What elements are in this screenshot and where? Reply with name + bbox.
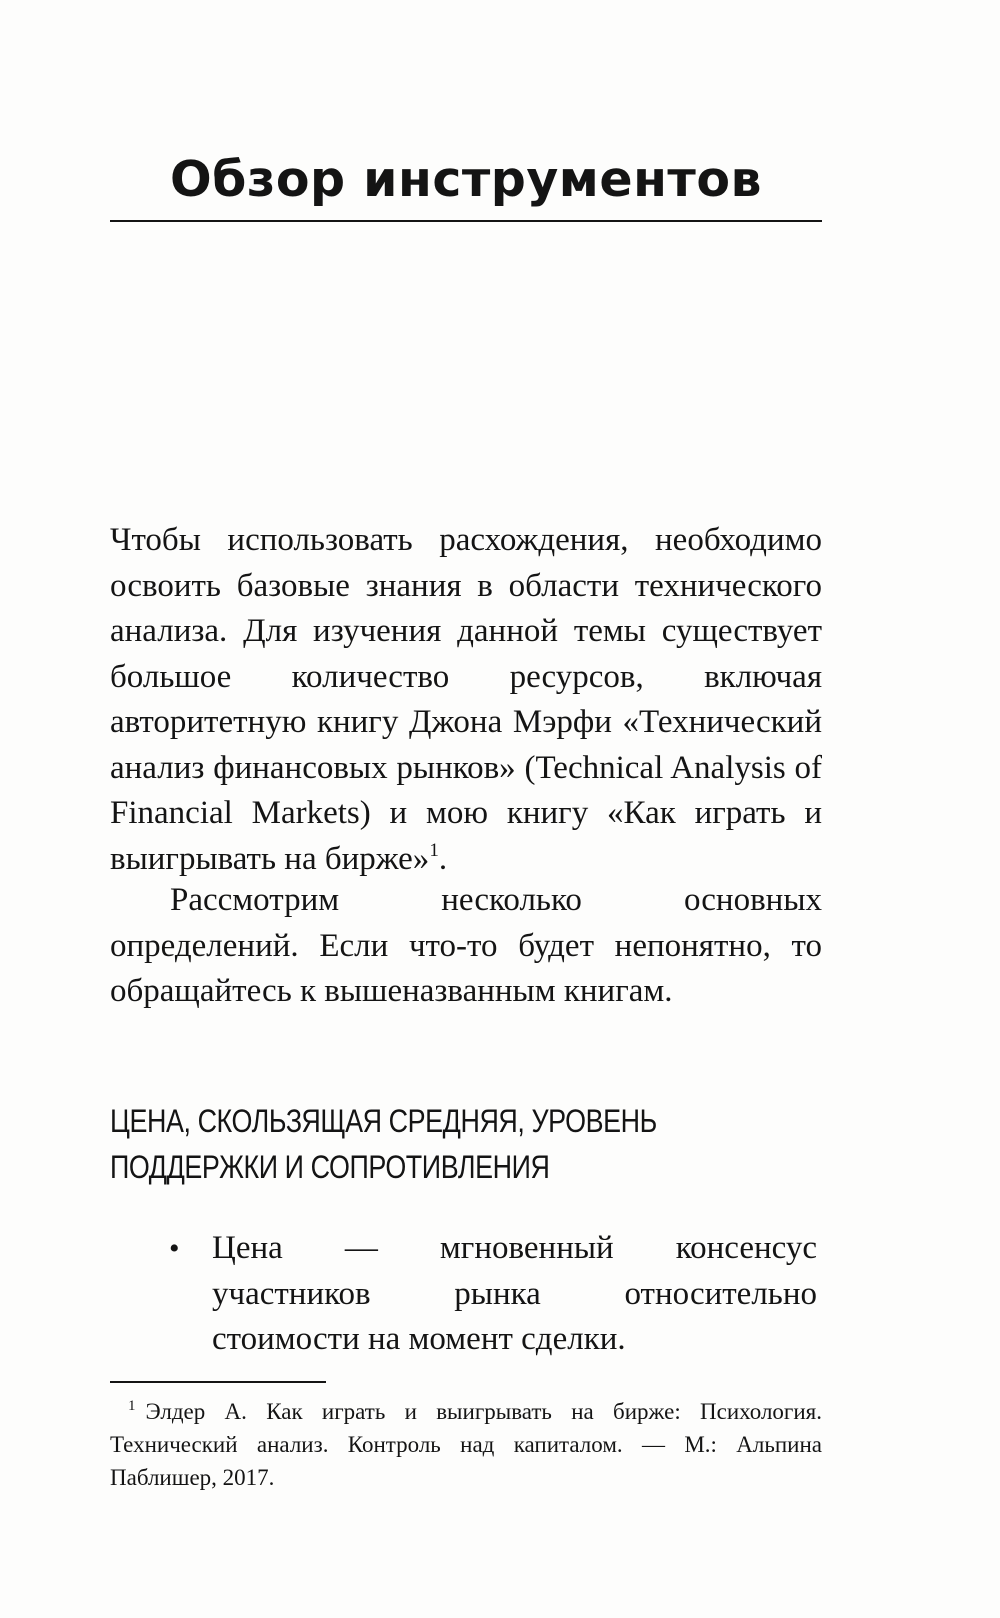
paragraph-1-text: Чтобы использовать расхождения, необходимо освоить базовые знания в области технического анализа. Для изучения данной темы существует большое количество ресурсов, включая авторитетную книгу Джона Мэрфи «Технический анализ финансовых рынков» (Technical Analysis of Financial Markets) и мою книгу «Как играть и выигрывать на бирже» — [110, 522, 822, 877]
body-paragraph-1 — [110, 518, 822, 882]
body-paragraph-2: Рассмотрим несколько основных определений. Если что-то будет непонятно, то обращайтесь к вышеназванным книгам. — [110, 882, 822, 1009]
list-item — [165, 1226, 817, 1363]
bullet-list — [165, 1226, 817, 1363]
footnote-text: Элдер А. Как играть и выигрывать на бирже: Психология. Технический анализ. Контроль над капиталом. — М.: Альпина Паблишер, 2017. — [110, 1399, 822, 1490]
paragraph-1-end: . — [438, 840, 448, 877]
list-item-text: Цена — мгновенный консенсус участников рынка относительно стоимости на момент сделки. — [212, 1230, 817, 1357]
footnote-reference: 1 — [429, 839, 439, 861]
section-heading: ЦЕНА, СКОЛЬЗЯЩАЯ СРЕДНЯЯ, УРОВЕНЬ ПОДДЕРЖКИ И СОПРОТИВЛЕНИЯ — [110, 1103, 657, 1185]
footnote — [110, 1395, 822, 1494]
footnote-divider — [110, 1381, 326, 1383]
chapter-title: Обзор инструментов — [170, 151, 762, 208]
bullet-icon: • — [169, 1232, 180, 1265]
title-underline — [110, 220, 822, 222]
footnote-number: 1 — [128, 1398, 136, 1414]
